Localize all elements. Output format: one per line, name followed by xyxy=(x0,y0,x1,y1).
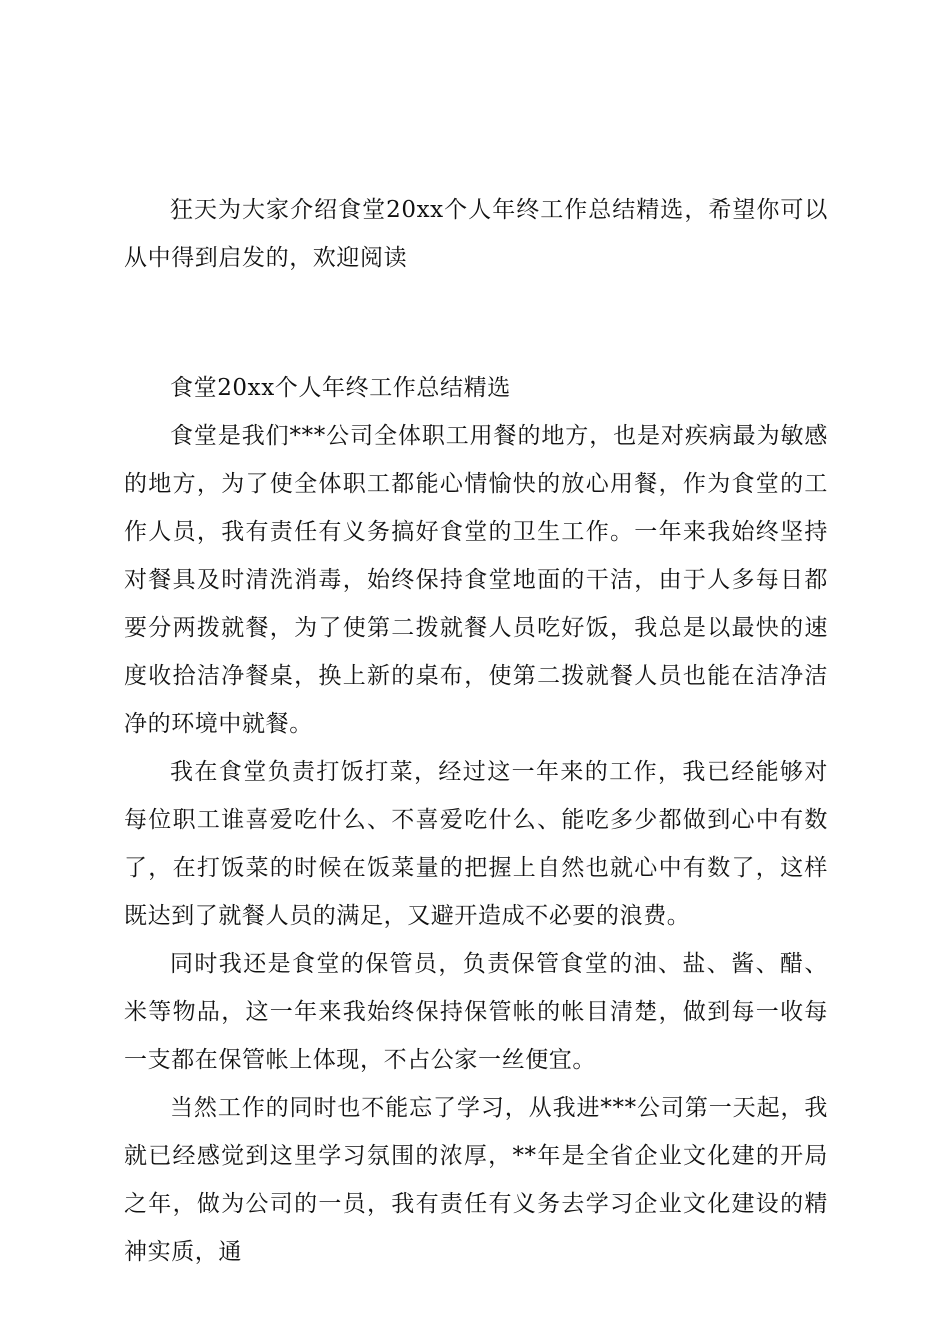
body-paragraph-2: 我在食堂负责打饭打菜，经过这一年来的工作，我已经能够对每位职工谁喜爱吃什么、不喜爱吃什么、能吃多少都做到心中有数了，在打饭菜的时候在饭菜量的把握上自然也就心中有数了，这样既达到了就餐人员的满足，又避开造成不必要的浪费。 xyxy=(124,759,828,929)
body-paragraph-1: 食堂是我们***公司全体职工用餐的地方，也是对疾病最为敏感的地方，为了使全体职工都能心情愉快的放心用餐，作为食堂的工作人员，我有责任有义务搞好食堂的卫生工作。一年来我始终坚持对餐具及时清洗消毒，始终保持食堂地面的干洁，由于人多每日都要分两拨就餐，为了使第二拨就餐人员吃好饭，我总是以最快的速度收拾洁净餐桌，换上新的桌布，使第二拨就餐人员也能在洁净洁净的环境中就餐。 xyxy=(124,423,828,737)
document-title: 食堂20xx个人年终工作总结精选 xyxy=(170,375,511,401)
intro-paragraph: 狂天为大家介绍食堂20xx个人年终工作总结精选，希望你可以从中得到启发的，欢迎阅读 xyxy=(124,197,828,271)
body-paragraph-4: 当然工作的同时也不能忘了学习，从我进***公司第一天起，我就已经感觉到这里学习氛围的浓厚，**年是全省企业文化建的开局之年，做为公司的一员，我有责任有义务去学习企业文化建设的精神实质，通 xyxy=(124,1095,828,1265)
intro-section xyxy=(124,186,828,282)
article-section xyxy=(124,364,828,1276)
body-paragraph-3: 同时我还是食堂的保管员，负责保管食堂的油、盐、酱、醋、米等物品，这一年来我始终保持保管帐的帐目清楚，做到每一收每一支都在保管帐上体现，不占公家一丝便宜。 xyxy=(124,951,828,1073)
